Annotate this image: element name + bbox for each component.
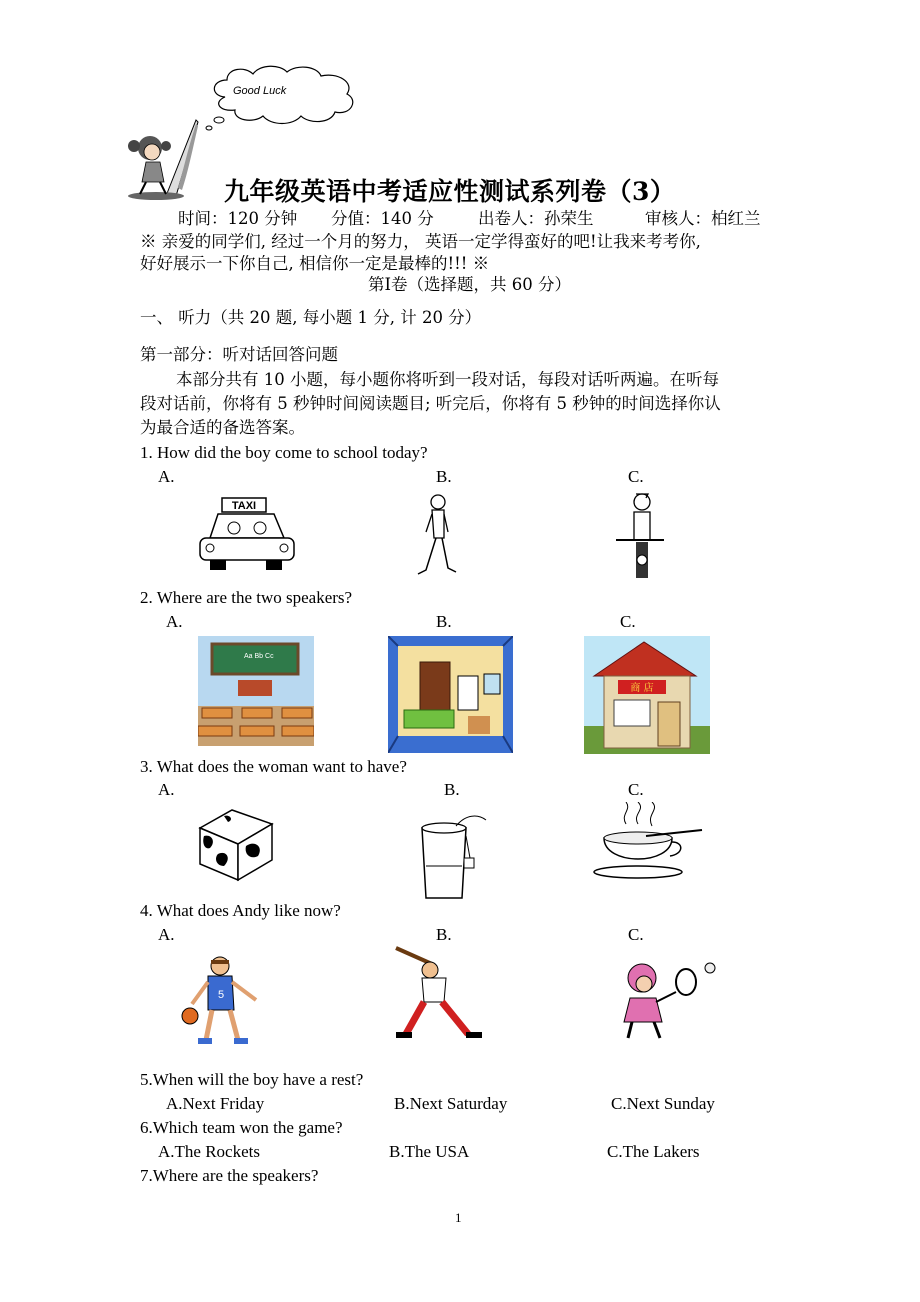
page-number: 1 (455, 1210, 462, 1225)
page-title: 九年级英语中考适应性测试系列卷（3） (224, 177, 676, 206)
q1-option-a[interactable]: A. (158, 467, 175, 486)
taxi-icon (196, 494, 300, 576)
q3-option-a[interactable]: A. (158, 780, 175, 799)
bicycle-rider-icon (610, 490, 670, 582)
volume-heading: 第Ⅰ卷（选择题，共 60 分） (368, 275, 572, 294)
q6-option-c[interactable]: C.The Lakers (607, 1142, 700, 1161)
question-1: 1. How did the boy come to school today? (140, 443, 428, 462)
baseball-player-icon (386, 944, 492, 1044)
q3-option-c[interactable]: C. (628, 780, 644, 799)
shop-sign: 商 店 (630, 683, 654, 694)
section-heading: 一、 听力（共 20 题, 每小题 1 分, 计 20 分） (140, 308, 482, 327)
basketball-player-icon (178, 954, 282, 1048)
greeting-line-1: ※ 亲爱的同学们, 经过一个月的努力， 英语一定学得蛮好的吧!让我来考考你, (140, 232, 701, 251)
taxi-sign: TAXI (231, 500, 257, 512)
good-luck-cloud-icon (205, 62, 365, 132)
question-7: 7.Where are the speakers? (140, 1166, 319, 1185)
svg-text:5: 5 (218, 989, 225, 1001)
walking-man-icon (408, 492, 458, 576)
classroom-icon (198, 636, 314, 746)
exam-score: 分值：140 分 (331, 209, 434, 228)
q2-option-b[interactable]: B. (436, 612, 452, 631)
q4-option-b[interactable]: B. (436, 925, 452, 944)
q5-option-c[interactable]: C.Next Sunday (611, 1094, 715, 1113)
q3-option-b[interactable]: B. (444, 780, 460, 799)
coffee-cup-icon (586, 802, 710, 880)
exam-author: 出卷人：孙荣生 (478, 209, 594, 228)
part-title: 第一部分：听对话回答问题 (140, 345, 338, 364)
tennis-player-icon (608, 958, 720, 1042)
board-text: Aa Bb Cc (244, 653, 274, 660)
exam-reviewer: 审核人：柏红兰 (645, 209, 761, 228)
q1-option-b[interactable]: B. (436, 467, 452, 486)
instructions-line-1: 本部分共有 10 小题，每小题你将听到一段对话，每段对话听两遍。在听每 (176, 370, 719, 389)
bedroom-icon (388, 636, 513, 753)
question-4: 4. What does Andy like now? (140, 901, 341, 920)
instructions-line-2: 段对话前，你将有 5 秒钟时间阅读题目; 听完后，你将有 5 秒钟的时间选择你认 (140, 394, 721, 413)
windsurf-girl-icon (126, 118, 216, 202)
question-3: 3. What does the woman want to have? (140, 757, 407, 776)
q2-option-c[interactable]: C. (620, 612, 636, 631)
q6-option-b[interactable]: B.The USA (389, 1142, 470, 1161)
q2-option-a[interactable]: A. (166, 612, 183, 631)
milk-carton-icon (194, 806, 282, 882)
cloud-text: Good Luck (233, 85, 287, 97)
q5-option-a[interactable]: A.Next Friday (166, 1094, 265, 1113)
question-5: 5.When will the boy have a rest? (140, 1070, 364, 1089)
q6-option-a[interactable]: A.The Rockets (158, 1142, 260, 1161)
q5-option-b[interactable]: B.Next Saturday (394, 1094, 508, 1113)
question-2: 2. Where are the two speakers? (140, 588, 353, 607)
question-6: 6.Which team won the game? (140, 1118, 343, 1137)
greeting-line-2: 好好展示一下你自己, 相信你一定是最棒的!!! ※ (140, 254, 490, 273)
shop-icon (584, 636, 710, 754)
exam-time: 时间：120 分钟 (178, 209, 298, 228)
q4-option-a[interactable]: A. (158, 925, 175, 944)
q1-option-c[interactable]: C. (628, 467, 644, 486)
instructions-line-3: 为最合适的备选答案。 (140, 418, 305, 437)
q4-option-c[interactable]: C. (628, 925, 644, 944)
glass-of-tea-icon (412, 806, 494, 902)
